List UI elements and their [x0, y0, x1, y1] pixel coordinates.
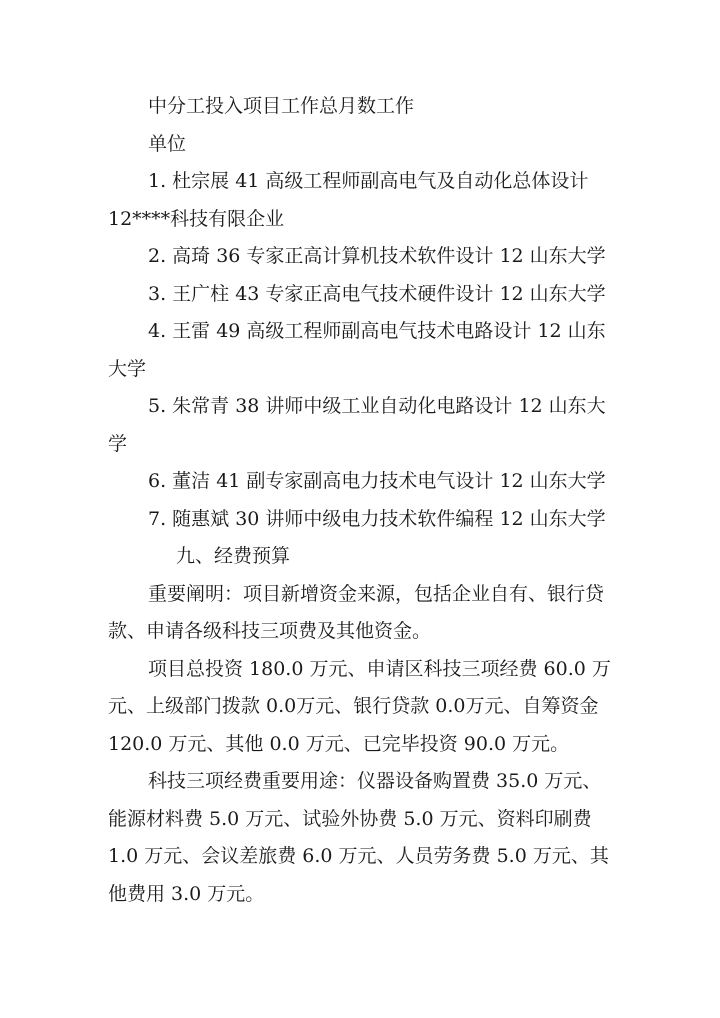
- budget-section: [108, 538, 618, 913]
- member-5-line-2: 学: [108, 432, 128, 455]
- budget-heading: 九、经费预算: [176, 545, 291, 567]
- budget-para1-line-2: 款、申请各级科技三项费及其他资金。: [108, 620, 432, 642]
- member-1-line-1: 1. 杜宗展 41 高级工程师副高电气及自动化总体设计: [148, 170, 589, 192]
- member-5-line-1: 5. 朱常青 38 讲师中级工业自动化电路设计 12 山东大: [148, 395, 606, 417]
- budget-para2-line-3: 120.0 万元、其他 0.0 万元、已完毕投资 90.0 万元。: [108, 732, 570, 755]
- member-4-line-1: 4. 王雷 49 高级工程师副高电气技术电路设计 12 山东: [148, 320, 606, 342]
- budget-para3-line-3: 1.0 万元、会议差旅费 6.0 万元、人员劳务费 5.0 万元、其: [108, 845, 609, 867]
- budget-para3-line-2: 能源材料费 5.0 万元、试验外协费 5.0 万元、资料印刷费: [108, 807, 592, 830]
- member-4-line-2: 大学: [108, 357, 147, 380]
- budget-para2-line-1: 项目总投资 180.0 万元、申请区科技三项经费 60.0 万: [148, 657, 611, 680]
- team-header-line-1: 中分工投入项目工作总月数工作: [148, 95, 415, 117]
- member-6-line-1: 6. 董洁 41 副专家副高电力技术电气设计 12 山东大学: [148, 470, 606, 492]
- member-2-line-1: 2. 高琦 36 专家正高计算机技术软件设计 12 山东大学: [148, 245, 606, 267]
- budget-para2-line-2: 元、上级部门拨款 0.0万元、银行贷款 0.0万元、自筹资金: [108, 695, 599, 717]
- budget-para3-line-1: 科技三项经费重要用途：仪器设备购置费 35.0 万元、: [148, 770, 602, 792]
- budget-para1-line-1: 重要阐明：项目新增资金来源，包括企业自有、银行贷: [148, 582, 605, 605]
- team-members-section: [108, 88, 618, 538]
- team-header-line-2: 单位: [148, 132, 187, 155]
- member-1-line-2: 12****科技有限企业: [108, 207, 285, 230]
- member-7-line-1: 7. 随惠斌 30 讲师中级电力技术软件编程 12 山东大学: [148, 507, 606, 530]
- member-3-line-1: 3. 王广柱 43 专家正高电气技术硬件设计 12 山东大学: [148, 282, 606, 305]
- budget-para3-line-4: 他费用 3.0 万元。: [108, 882, 265, 905]
